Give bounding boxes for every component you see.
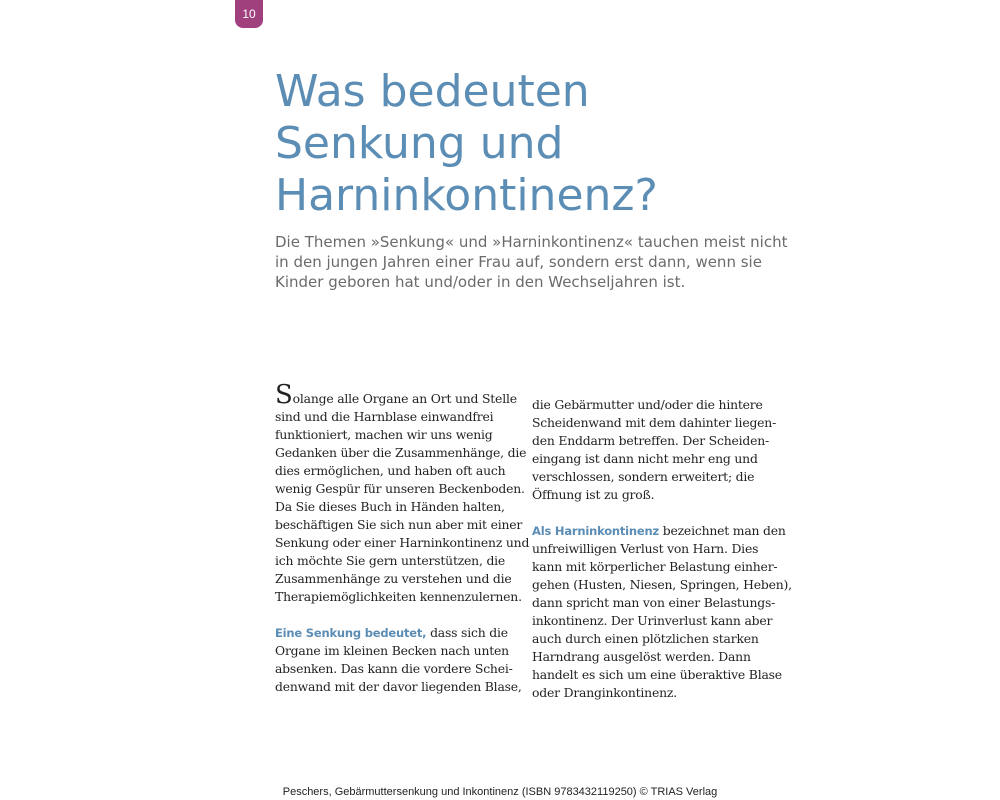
intro-line: Kinder geboren hat und/oder in den Wechseljahren ist. (275, 273, 686, 291)
paragraph (532, 396, 777, 504)
paragraph (532, 522, 792, 702)
paragraph-line: dann spricht man von einer Belastungs- (532, 595, 776, 610)
page-title (275, 66, 835, 222)
paragraph-line: handelt es sich um eine überaktive Blase (532, 667, 782, 682)
paragraph-line (532, 522, 786, 540)
intro-line: in den jungen Jahren einer Frau auf, sondern erst dann, wenn sie (275, 253, 762, 271)
title-line: Was bedeuten (275, 66, 590, 117)
paragraph-line: verschlossen, sondern erweitert; die (532, 469, 755, 484)
paragraph-line: Senkung oder einer Harninkontinenz und (275, 535, 530, 550)
paragraph-line: Scheidenwand mit dem dahinter liegen- (532, 415, 777, 430)
paragraph-line: Da Sie dieses Buch in Händen halten, (275, 499, 505, 514)
paragraph-line: Harndrang ausgelöst werden. Dann (532, 649, 751, 664)
paragraph-line: sind und die Harnblase einwandfrei (275, 409, 494, 424)
paragraph-line: Zusammenhänge zu verstehen und die (275, 571, 512, 586)
left-column (275, 380, 530, 696)
paragraph-line: eingang ist dann nicht mehr eng und (532, 451, 758, 466)
paragraph-line: beschäftigen Sie sich nun aber mit einer (275, 517, 523, 532)
paragraph-line: wenig Gespür für unseren Beckenboden. (275, 481, 525, 496)
intro-line: Die Themen »Senkung« und »Harninkontinenz« tauchen meist nicht (275, 233, 788, 251)
lead-in-text: Als Harninkontinenz (532, 524, 659, 538)
paragraph-line: den Enddarm betreffen. Der Scheiden- (532, 433, 769, 448)
paragraph-line: unfreiwilligen Verlust von Harn. Dies (532, 541, 759, 556)
paragraph-line (275, 624, 513, 642)
paragraph-line: die Gebärmutter und/oder die hintere (532, 397, 763, 412)
paragraph-line: ich möchte Sie gern unterstützen, die (275, 553, 506, 568)
paragraph-line: absenken. Das kann die vordere Schei- (275, 661, 513, 676)
paragraph (275, 624, 522, 696)
paragraph-line: kann mit körperlicher Belastung einher- (532, 559, 778, 574)
paragraph-line: funktioniert, machen wir uns wenig (275, 427, 493, 442)
intro-text (275, 232, 788, 292)
paragraph-line: Therapiemöglichkeiten kennenzulernen. (275, 589, 522, 604)
paragraph-line: inkontinenz. Der Urinverlust kann aber (532, 613, 773, 628)
paragraph-line: Organe im kleinen Becken nach unten (275, 643, 509, 658)
paragraph-line: Öffnung ist zu groß. (532, 487, 655, 502)
paragraph-line: Gedanken über die Zusammenhänge, die (275, 445, 527, 460)
paragraph-text: dass sich die (426, 625, 508, 640)
paragraph-line: denwand mit der davor liegenden Blase, (275, 679, 522, 694)
paragraph (275, 380, 530, 606)
lead-in-text: Eine Senkung bedeutet, (275, 626, 427, 640)
paragraph-text: bezeichnet man den (659, 523, 786, 538)
title-line: Senkung und (275, 118, 564, 169)
paragraph-line: oder Dranginkontinenz. (532, 685, 677, 700)
footer-citation: Peschers, Gebärmuttersenkung und Inkontinenz (ISBN 9783432119250) © TRIAS Verlag (282, 786, 718, 798)
paragraph-line: gehen (Husten, Niesen, Springen, Heben), (532, 577, 792, 592)
title-line: Harninkontinenz? (275, 170, 658, 221)
paragraph-line: auch durch einen plötzlichen starken (532, 631, 759, 646)
page-number-badge: 10 (235, 0, 263, 28)
dropcap: S (275, 380, 293, 410)
paragraph-line: dies ermöglichen, und haben oft auch (275, 463, 506, 478)
paragraph-line (275, 380, 517, 410)
right-column (532, 396, 792, 702)
paragraph-text: olange alle Organe an Ort und Stelle (292, 391, 517, 406)
